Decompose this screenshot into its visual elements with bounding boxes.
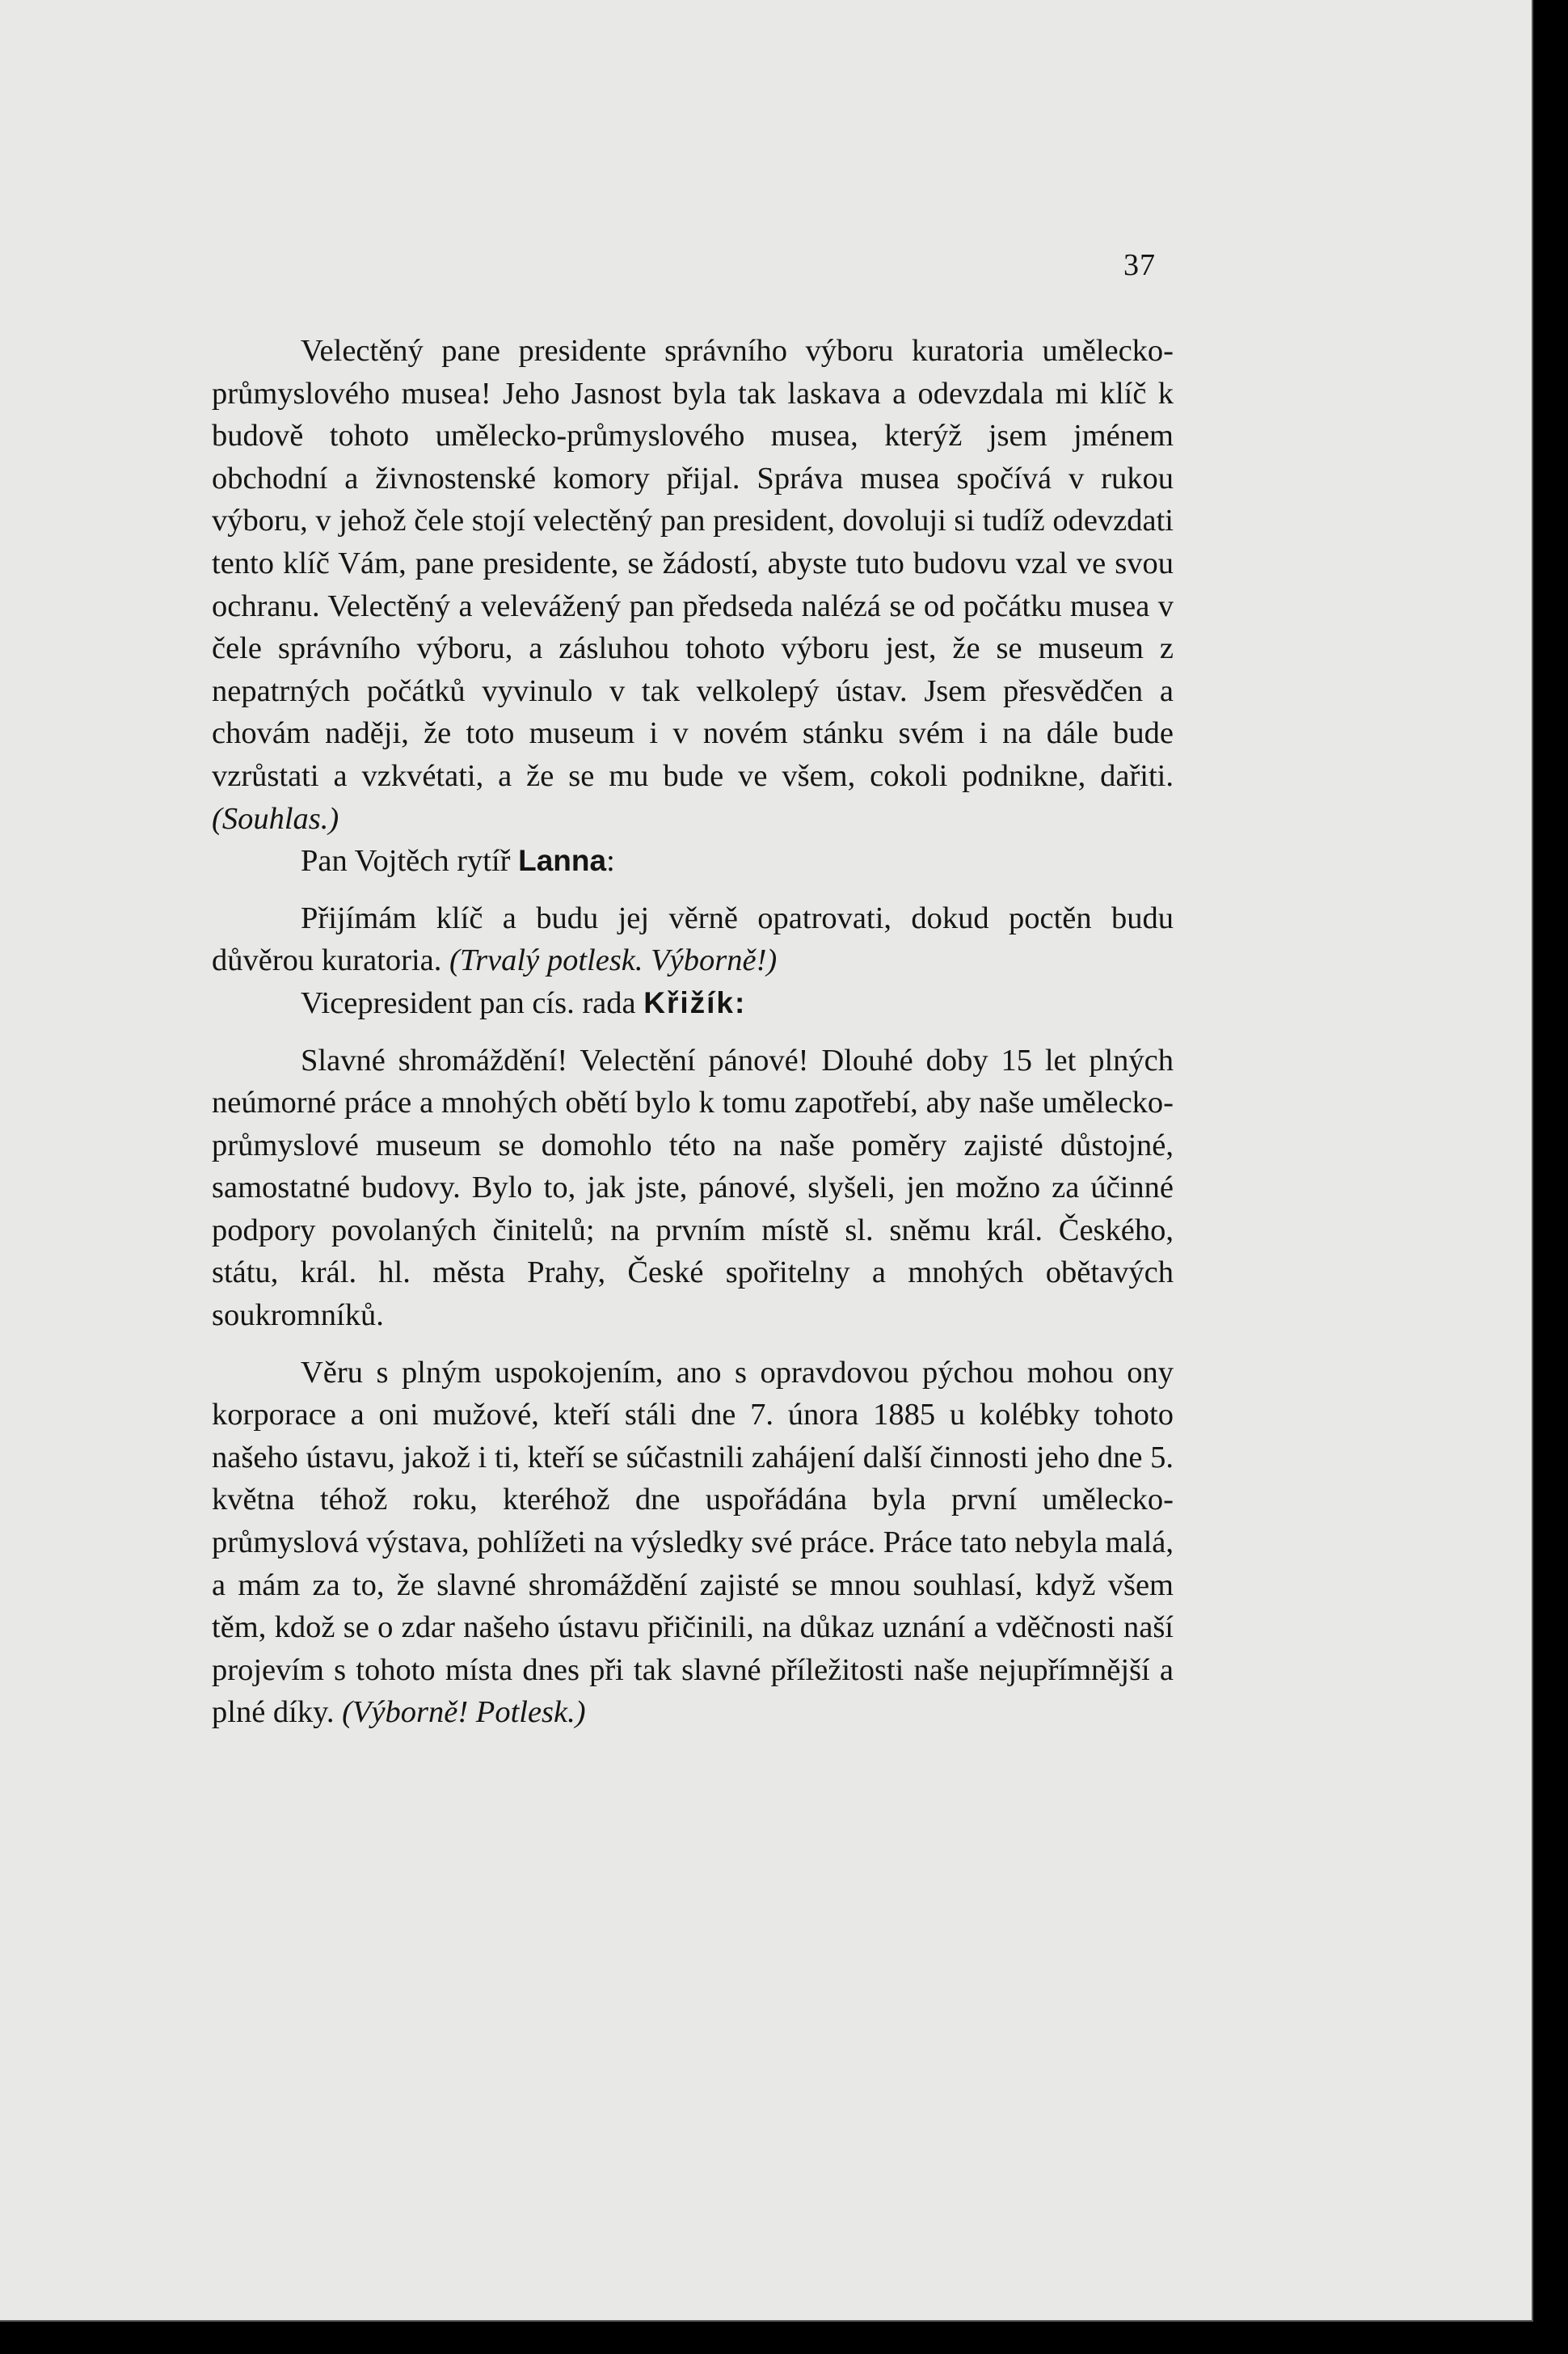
audience-reaction: (Trvalý potlesk. Výborně!)	[449, 943, 778, 978]
speaker-line-krizik	[212, 982, 1174, 1025]
speaker-colon: :	[606, 844, 615, 879]
page-number: 37	[1123, 248, 1156, 282]
paragraph-text: Velectěný pane presidente správního výboru kuratoria umělecko-průmyslového musea! Jeho Jasnost byla tak laskava a odevzdala mi klíč k budově tohoto umělecko-průmyslového musea, kterýž jsem jménem obchodní a živnostenské komory přijal. Správa musea spočívá v rukou výboru, v jehož čele stojí velectěný pan president, dovoluji si tudíž odevzdati tento klíč Vám, pane presidente, se žádostí, abyste tuto budovu vzal ve svou ochranu. Velectěný a velevážený pan předseda nalézá se od počátku musea v čele správního výboru, a zásluhou tohoto výboru jest, že se museum z nepatrných počátků vyvinulo v tak velkolepý ústav. Jsem přesvědčen a chovám naději, že toto museum i v novém stánku svém i na dále bude vzrůstati a vzkvétati, a že se mu bude ve všem, cokoli podnikne, dařiti.	[212, 334, 1174, 793]
speaker-colon: :	[734, 985, 745, 1019]
body-text	[212, 330, 1174, 1734]
speaker-title: Vicepresident pan cís. rada	[301, 985, 644, 1020]
audience-reaction: (Souhlas.)	[212, 801, 339, 836]
speech-paragraph-1	[212, 330, 1174, 840]
speaker-title: Pan Vojtěch rytíř	[301, 844, 519, 879]
speech-paragraph-2	[212, 897, 1174, 982]
speaker-name: Lanna	[518, 844, 607, 878]
paragraph-text: Slavné shromáždění! Velectění pánové! Dlouhé doby 15 let plných neúmorné práce a mnohých obětí bylo k tomu zapotřebí, aby naše umělecko-průmyslové museum se domohlo této na naše poměry zajisté důstojné, samostatné budovy. Bylo to, jak jste, pánové, slyšeli, jen možno za účinné podpory povolaných činitelů; na prvním místě sl. sněmu král. Českého, státu, král. hl. města Prahy, České spořitelny a mnohých obětavých soukromníků.	[212, 1043, 1174, 1333]
paragraph-text: Věru s plným uspokojením, ano s opravdovou pýchou mohou ony korporace a oni mužové, kteří stáli dne 7. února 1885 u kolébky tohoto našeho ústavu, jakož i ti, kteří se súčastnili zahájení další činnosti jeho dne 5. května téhož roku, kteréhož dne uspořádána byla první umělecko-průmyslová výstava, pohlížeti na výsledky své práce. Práce tato nebyla malá, a mám za to, že slavné shromáždění zajisté se mnou souhlasí, když všem těm, kdož se o zdar našeho ústavu přičinili, na důkaz uznání a vděčnosti naší projevím s tohoto místa dnes při tak slavné příležitosti naše nejupřímnější a plné díky.	[212, 1355, 1174, 1730]
speaker-name: Křižík	[643, 985, 735, 1019]
audience-reaction: (Výborně! Potlesk.)	[342, 1695, 586, 1730]
speaker-line-lanna	[212, 840, 1174, 883]
speech-paragraph-3	[212, 1040, 1174, 1337]
paragraph-text: Přijímám klíč a budu jej věrně opatrovati, dokud poctěn budu důvěrou kuratoria.	[212, 901, 1174, 978]
speech-paragraph-4	[212, 1352, 1174, 1734]
